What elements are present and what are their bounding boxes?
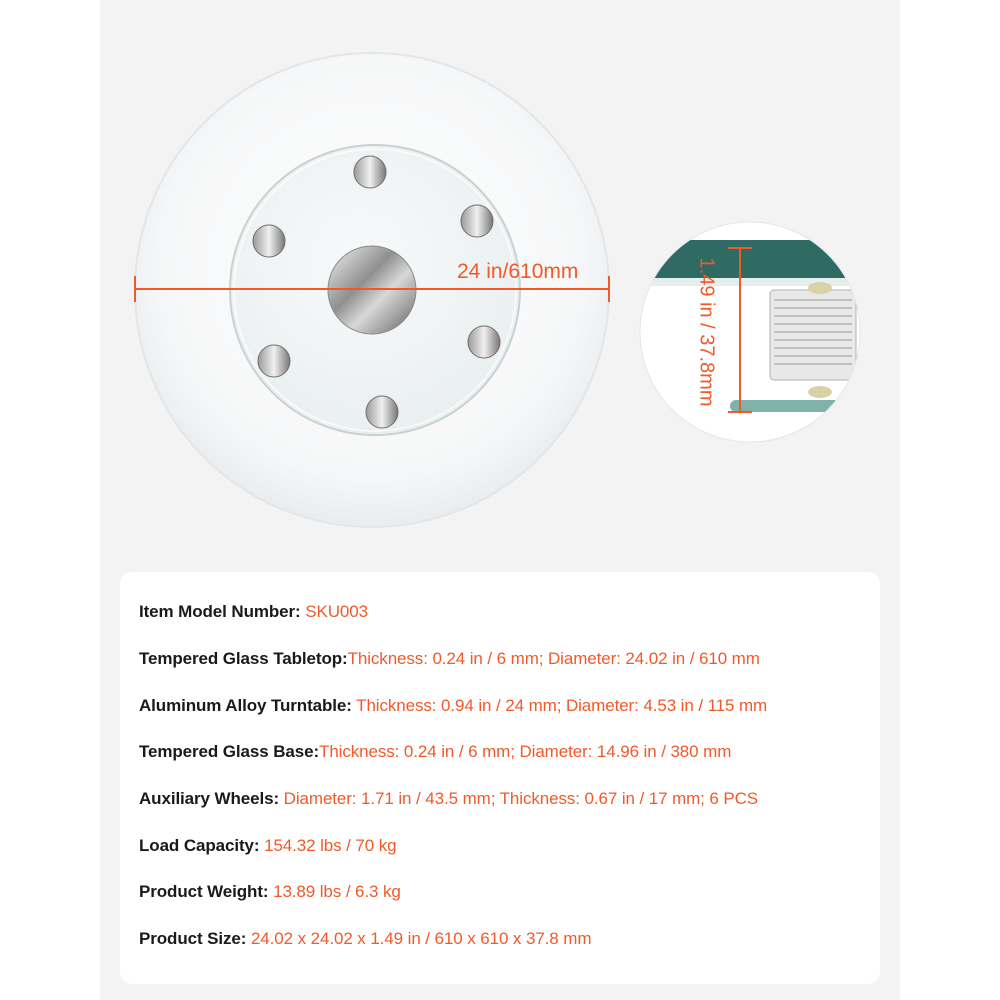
spec-row-wheels [139,789,758,809]
spec-label: Product Size: [139,929,247,948]
spec-label: Auxiliary Wheels: [139,789,280,808]
spec-row-load [139,836,397,856]
spec-value: Diameter: 1.71 in / 43.5 mm; Thickness: 0.67 in / 17 mm; 6 PCS [283,789,759,808]
wheel-5 [258,345,290,377]
spec-label: Tempered Glass Base: [139,742,320,761]
wheel-2 [461,205,493,237]
spec-value: SKU003 [305,602,368,621]
spec-card [120,572,880,984]
spec-value: Thickness: 0.24 in / 6 mm; Diameter: 24.02 in / 610 mm [347,649,760,668]
spec-label: Product Weight: [139,882,269,901]
spec-row-tabletop [139,649,760,669]
spec-row-model [139,602,368,622]
thickness-detail [640,222,860,442]
spec-label: Load Capacity: [139,836,260,855]
wheel-3 [468,326,500,358]
height-label: 1.49 in / 37.8mm [695,257,718,407]
spec-label: Item Model Number: [139,602,301,621]
wheel-6 [253,225,285,257]
spec-value: 13.89 lbs / 6.3 kg [273,882,401,901]
spec-value: Thickness: 0.94 in / 24 mm; Diameter: 4.53 in / 115 mm [356,696,768,715]
wheel-1 [354,156,386,188]
spec-row-size [139,929,591,949]
spec-value: Thickness: 0.24 in / 6 mm; Diameter: 14.96 in / 380 mm [319,742,732,761]
diameter-label: 24 in/610mm [457,260,579,283]
spec-row-turntable [139,696,767,716]
wheel-4 [366,396,398,428]
spec-value: 24.02 x 24.02 x 1.49 in / 610 x 610 x 37.8 mm [250,929,592,948]
spec-label: Tempered Glass Tabletop: [139,649,348,668]
spec-label: Aluminum Alloy Turntable: [139,696,352,715]
spec-row-base [139,742,731,762]
spec-value: 154.32 lbs / 70 kg [264,836,397,855]
spec-row-weight [139,882,401,902]
